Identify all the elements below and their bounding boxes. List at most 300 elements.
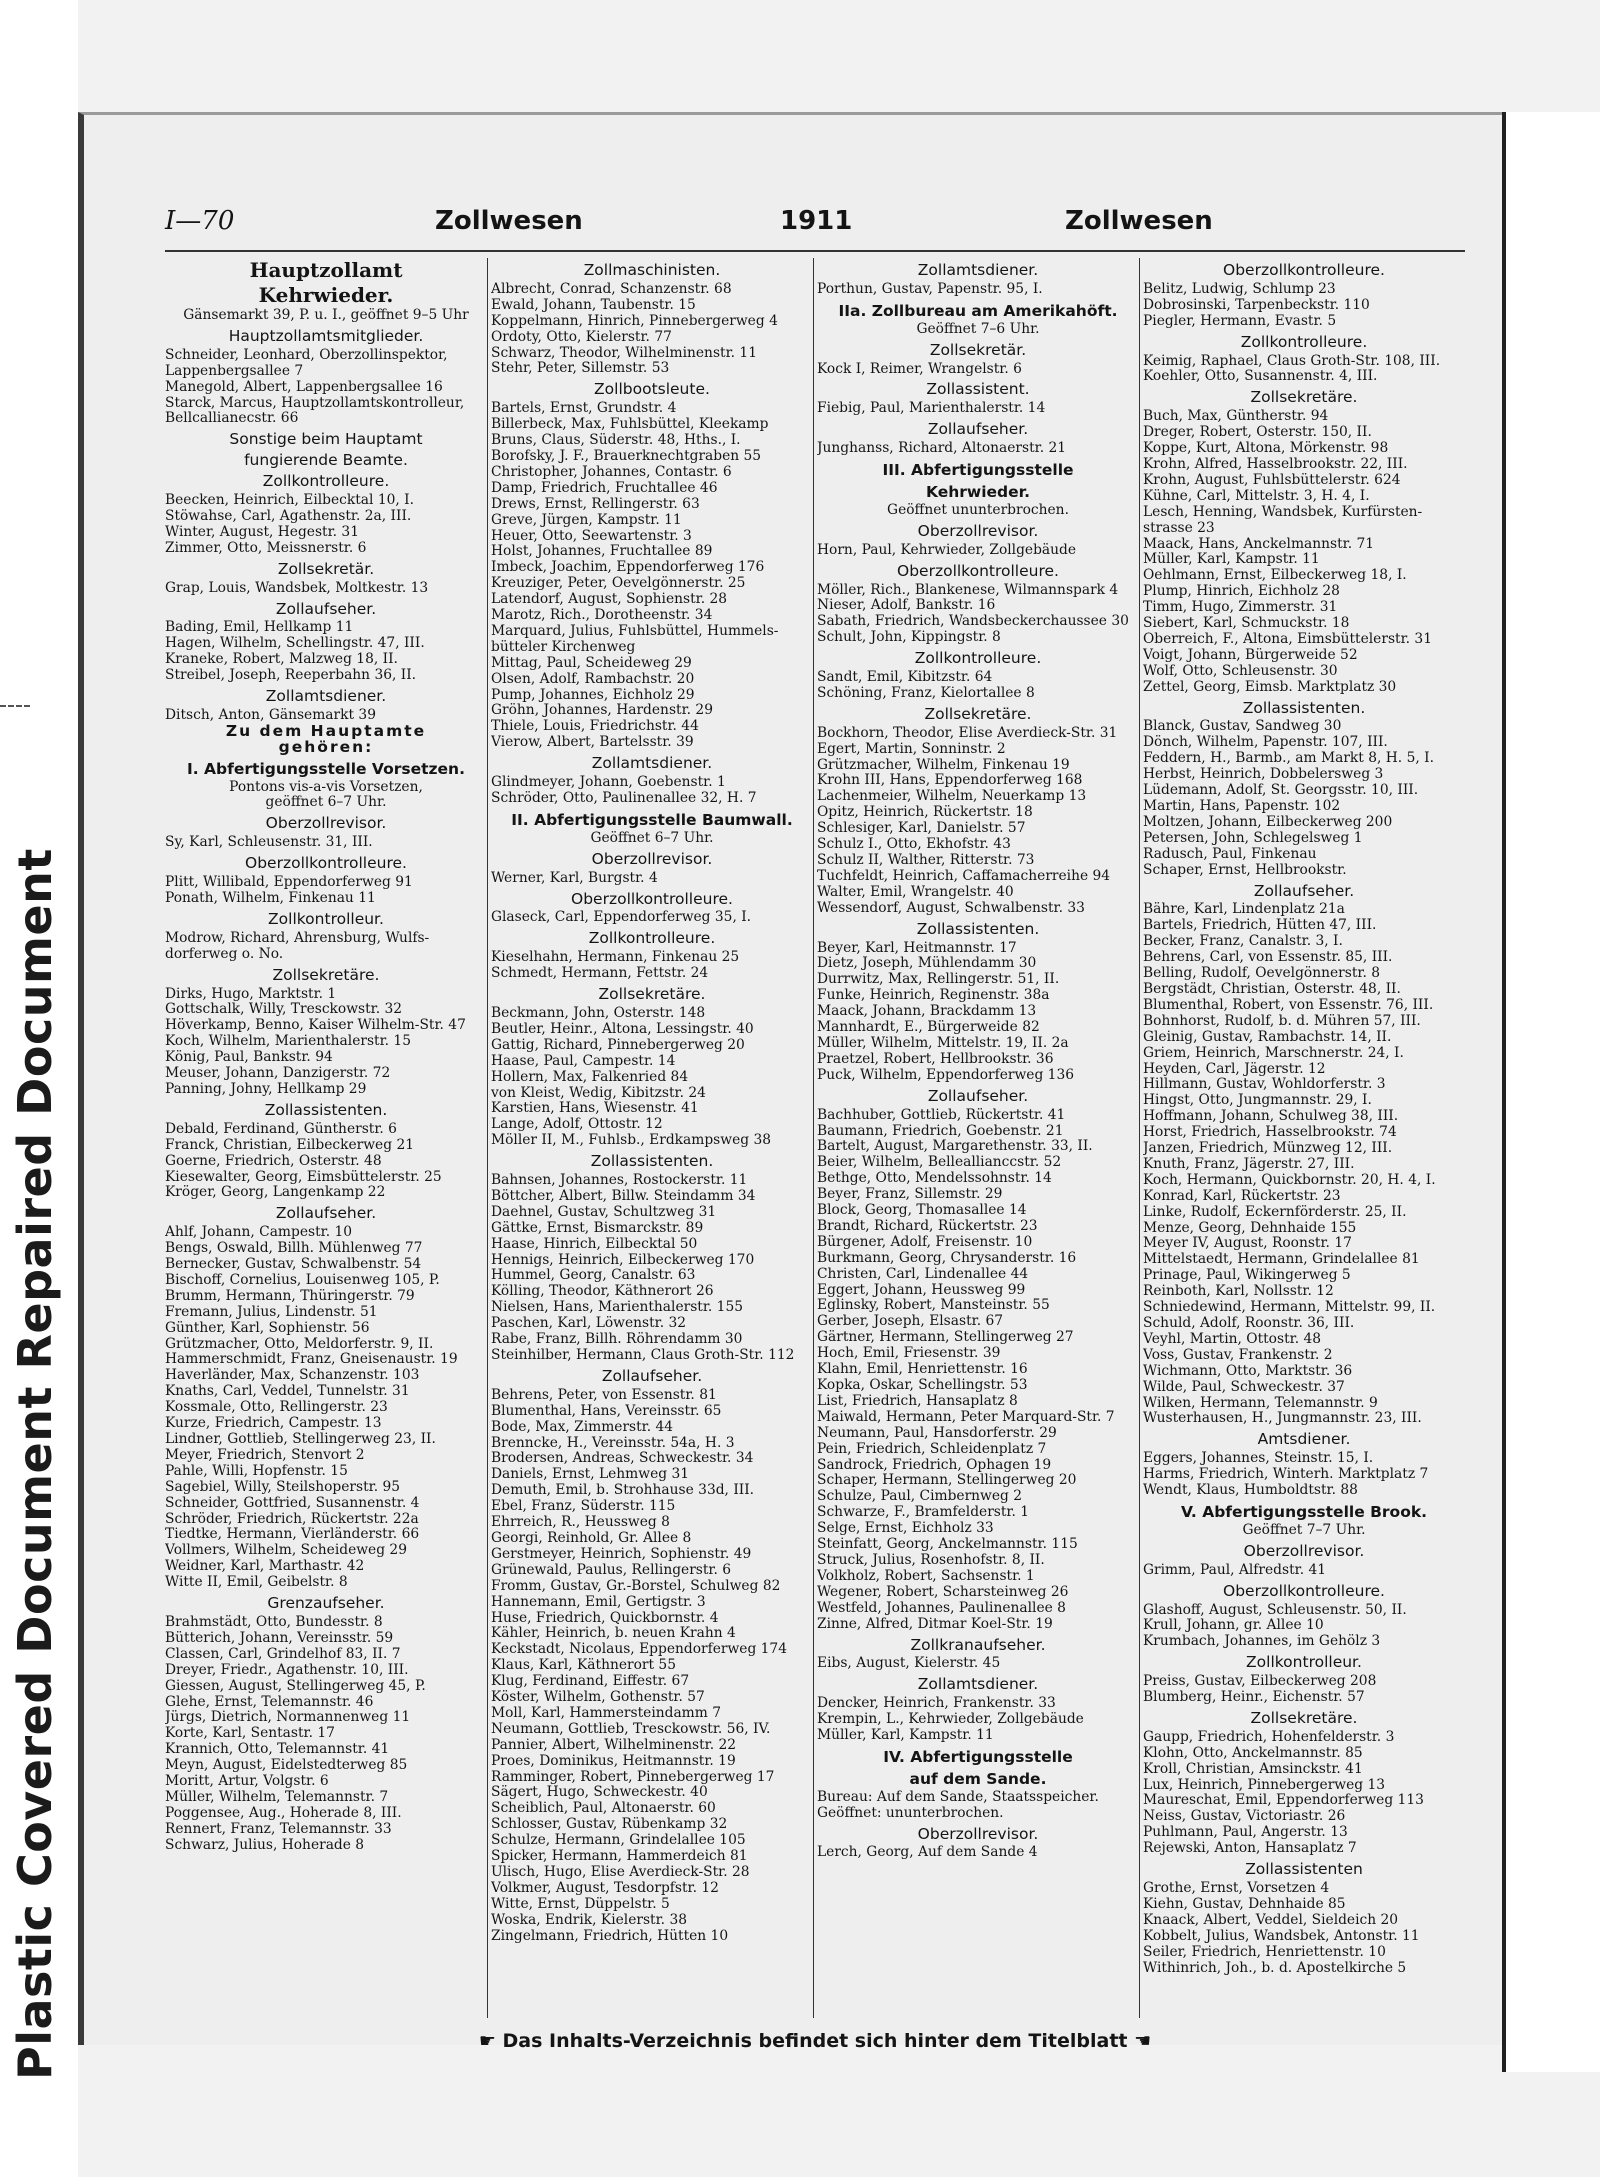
directory-entry: Classen, Carl, Grindelhof 83, II. 7: [165, 1646, 401, 1662]
section-heading: Zollaufseher.: [927, 1086, 1029, 1105]
directory-entry: Wilken, Hermann, Telemannstr. 9: [1143, 1395, 1378, 1411]
section-note: geöffnet 6–7 Uhr.: [265, 794, 387, 811]
directory-entry: Lux, Heinrich, Pinnebergerweg 13: [1143, 1777, 1386, 1793]
directory-entry: Glehe, Ernst, Telemannstr. 46: [165, 1694, 374, 1710]
section-heading: Zollsekretär.: [929, 340, 1027, 359]
section-heading: Zollsekretäre.: [1250, 1708, 1358, 1727]
directory-entry: Schaper, Hermann, Stellingerweg 20: [817, 1473, 1077, 1489]
directory-entry: Franck, Christian, Eilbeckerweg 21: [165, 1137, 414, 1153]
directory-entry: Kiesewalter, Georg, Eimsbüttelerstr. 25: [165, 1169, 442, 1185]
directory-entry: Zingelmann, Friedrich, Hütten 10: [491, 1928, 729, 1944]
column-4: [1143, 258, 1465, 2028]
column-divider: [487, 258, 488, 2018]
directory-entry: Funke, Heinrich, Reginenstr. 38a: [817, 988, 1050, 1004]
directory-entry: Sabath, Friedrich, Wandsbeckerchaussee 30: [817, 614, 1129, 630]
directory-entry: Bachhuber, Gottlieb, Rückertstr. 41: [817, 1107, 1066, 1123]
directory-entry: Oehlmann, Ernst, Eilbeckerweg 18, I.: [1143, 568, 1407, 584]
directory-entry: Praetzel, Robert, Hellbrookstr. 36: [817, 1051, 1054, 1067]
directory-entry: Pump, Johannes, Eichholz 29: [491, 687, 695, 703]
directory-entry: Rennert, Franz, Telemannstr. 33: [165, 1821, 392, 1837]
directory-entry: Krohn, August, Fuhlsbüttelerstr. 624: [1143, 472, 1401, 488]
directory-entry: Brahmstädt, Otto, Bundesstr. 8: [165, 1614, 383, 1630]
section-heading: fungierende Beamte.: [244, 451, 408, 470]
section-heading: Grenzaufseher.: [267, 1594, 385, 1613]
directory-entry: Fromm, Gustav, Gr.-Borstel, Schulweg 82: [491, 1578, 781, 1594]
directory-entry: Wessendorf, August, Schwalbenstr. 33: [817, 900, 1085, 916]
column-3: [817, 258, 1139, 2028]
directory-entry: Olsen, Adolf, Rambachstr. 20: [491, 671, 695, 687]
directory-entry: Ditsch, Anton, Gänsemarkt 39: [165, 707, 376, 723]
directory-entry: Stöwahse, Carl, Agathenstr. 2a, III.: [165, 508, 412, 524]
directory-entry: Haase, Paul, Campestr. 14: [491, 1053, 676, 1069]
section-heading: Zollassistenten.: [590, 1152, 714, 1171]
section-heading: Zollassistenten.: [264, 1100, 388, 1119]
directory-entry: Klohn, Otto, Anckelmannstr. 85: [1143, 1745, 1363, 1761]
directory-entry: Ordoty, Otto, Kielerstr. 77: [491, 329, 672, 345]
section-heading: Zollamtsdiener.: [917, 261, 1039, 279]
directory-entry: Koch, Hermann, Quickbornstr. 20, H. 4, I.: [1143, 1172, 1436, 1188]
directory-entry: Zinne, Alfred, Ditmar Koel-Str. 19: [817, 1616, 1053, 1632]
directory-entry: Gaupp, Friedrich, Hohenfelderstr. 3: [1143, 1729, 1395, 1745]
directory-entry: Bureau: Auf dem Sande, Staatsspeicher.: [817, 1789, 1099, 1805]
directory-entry: Maack, Hans, Anckelmannstr. 71: [1143, 536, 1375, 552]
directory-entry: Steinfatt, Georg, Anckelmannstr. 115: [817, 1537, 1078, 1553]
directory-entry: Knaack, Albert, Veddel, Sieldeich 20: [1143, 1912, 1399, 1928]
directory-entry: Schöning, Franz, Kielortallee 8: [817, 685, 1035, 701]
directory-entry: Knuth, Franz, Jägerstr. 27, III.: [1143, 1156, 1355, 1172]
directory-entry: Blumenthal, Hans, Vereinsstr. 65: [491, 1403, 722, 1419]
directory-entry: König, Paul, Bankstr. 94: [165, 1050, 333, 1066]
directory-entry: Krannich, Otto, Telemannstr. 41: [165, 1742, 390, 1758]
directory-entry: Bartels, Friedrich, Hütten 47, III.: [1143, 918, 1377, 934]
section-heading: Zollamtsdiener.: [265, 687, 387, 706]
section-heading: Zollassistent.: [926, 380, 1030, 399]
section-heading: Oberzollkontrolleure.: [897, 561, 1059, 580]
directory-entry: Petersen, John, Schlegelsweg 1: [1143, 830, 1363, 846]
directory-entry: Belling, Rudolf, Oevelgönnerstr. 8: [1143, 966, 1381, 982]
directory-entry: Koch, Wilhelm, Marienthalerstr. 15: [165, 1034, 411, 1050]
directory-entry: Horn, Paul, Kehrwieder, Zollgebäude: [817, 542, 1077, 558]
directory-entry: Beckmann, John, Osterstr. 148: [491, 1005, 706, 1021]
section-heading: Zollsekretäre.: [1250, 388, 1358, 407]
section-heading: Zollkontrolleure.: [1240, 332, 1368, 351]
directory-entry: Vollmers, Wilhelm, Scheideweg 29: [165, 1543, 407, 1559]
directory-entry: Christopher, Johannes, Contastr. 6: [491, 464, 732, 480]
directory-entry: Eibs, August, Kielerstr. 45: [817, 1656, 1001, 1672]
section-heading: Oberzollkontrolleure.: [245, 854, 407, 873]
directory-entry: Schmedt, Hermann, Fettstr. 24: [491, 966, 709, 982]
directory-entry: Meuser, Johann, Danzigerstr. 72: [165, 1066, 391, 1082]
directory-entry: Neiss, Gustav, Victoriastr. 26: [1143, 1809, 1346, 1825]
directory-entry: Dietz, Joseph, Mühlendamm 30: [817, 956, 1037, 972]
directory-entry: Schlosser, Gustav, Rübenkamp 32: [491, 1817, 728, 1833]
directory-entry: Hollern, Max, Falkenried 84: [491, 1069, 689, 1085]
directory-entry: Keckstadt, Nicolaus, Eppendorferweg 174: [491, 1642, 787, 1658]
directory-entry: Krohn, Alfred, Hasselbrookstr. 22, III.: [1143, 456, 1408, 472]
directory-entry: Brodersen, Andreas, Schweckestr. 34: [491, 1451, 754, 1467]
directory-entry: Heuer, Otto, Seewartenstr. 3: [491, 528, 692, 544]
directory-entry: Müller, Wilhelm, Telemannstr. 7: [165, 1789, 389, 1805]
directory-entry: Zettel, Georg, Eimsb. Marktplatz 30: [1143, 679, 1397, 695]
directory-entry: Bengs, Oswald, Billh. Mühlenweg 77: [165, 1241, 423, 1257]
directory-entry: Nielsen, Hans, Marienthalerstr. 155: [491, 1300, 744, 1316]
section-heading: Kehrwieder.: [925, 482, 1030, 501]
directory-entry: Konrad, Karl, Rückertstr. 23: [1143, 1188, 1341, 1204]
section-heading: Zollsekretäre.: [598, 985, 706, 1004]
directory-entry: Bohnhorst, Rudolf, b. d. Mühren 57, III.: [1143, 1013, 1421, 1029]
directory-entry: Karstien, Hans, Wiesenstr. 41: [491, 1101, 699, 1117]
directory-entry: Pein, Friedrich, Schleidenplatz 7: [817, 1441, 1047, 1457]
directory-entry: Bruns, Claus, Süderstr. 48, Hths., I.: [491, 433, 741, 449]
directory-entry: Schulz II, Walther, Ritterstr. 73: [817, 853, 1035, 868]
directory-entry: Höverkamp, Benno, Kaiser Wilhelm-Str. 47: [165, 1018, 466, 1034]
directory-entry: Steinhilber, Hermann, Claus Groth-Str. 112: [491, 1348, 795, 1363]
section-heading: IIa. Zollbureau am Amerikahöft.: [838, 301, 1118, 320]
directory-entry: Poggensee, Aug., Hoherade 8, III.: [165, 1805, 402, 1821]
directory-entry: Bartels, Ernst, Grundstr. 4: [491, 401, 677, 417]
directory-entry: Winter, August, Hegestr. 31: [165, 524, 359, 540]
directory-entry: Damp, Friedrich, Fruchtallee 46: [491, 480, 718, 496]
directory-entry: Vierow, Albert, Bartelsstr. 39: [491, 735, 694, 751]
section-heading: III. Abfertigungsstelle: [882, 461, 1074, 480]
directory-entry: Schulze, Paul, Cimbernweg 2: [817, 1489, 1023, 1505]
section-heading: Zollkontrolleure.: [588, 929, 716, 948]
column-divider: [1139, 258, 1140, 2018]
directory-entry: Schult, John, Kippingstr. 8: [817, 630, 1001, 646]
directory-entry: Werner, Karl, Burgstr. 4: [491, 870, 658, 886]
directory-entry: Klug, Ferdinand, Eiffestr. 67: [491, 1674, 690, 1690]
directory-entry: Wilde, Paul, Schweckestr. 37: [1143, 1379, 1345, 1395]
directory-entry: Veyhl, Martin, Ottostr. 48: [1143, 1331, 1322, 1347]
directory-entry: Zimmer, Otto, Meissnerstr. 6: [165, 540, 367, 556]
directory-entry: Kähler, Heinrich, b. neuen Krahn 4: [491, 1626, 736, 1642]
section-heading: Zollaufseher.: [275, 1204, 377, 1223]
directory-entry: Modrow, Richard, Ahrensburg, Wulfs-: [165, 930, 430, 946]
directory-entry: Klahn, Emil, Henriettenstr. 16: [817, 1362, 1028, 1378]
directory-entry: Böttcher, Albert, Billw. Steindamm 34: [491, 1188, 756, 1204]
directory-entry: Menze, Georg, Dehnhaide 155: [1143, 1220, 1357, 1236]
footer-note: ☛ Das Inhalts-Verzeichnis befindet sich hinter dem Titelblatt ☚: [478, 2030, 1152, 2052]
directory-entry: Günther, Karl, Sophienstr. 56: [165, 1320, 370, 1336]
directory-entry: Brandt, Richard, Rückertstr. 23: [817, 1218, 1038, 1234]
directory-entry: Lindner, Gottlieb, Stellingerweg 23, II.: [165, 1432, 436, 1447]
directory-entry: Kroll, Christian, Amsinckstr. 41: [1143, 1761, 1363, 1777]
directory-entry: dorferweg o. No.: [165, 946, 284, 962]
section-heading: Oberzollrevisor.: [591, 849, 713, 868]
directory-entry: Krempin, L., Kehrwieder, Zollgebäude: [817, 1712, 1084, 1728]
directory-entry: Daehnel, Gustav, Schultzweg 31: [491, 1204, 717, 1220]
directory-entry: Ahlf, Johann, Campestr. 10: [165, 1225, 353, 1241]
directory-entry: Bähre, Karl, Lindenplatz 21a: [1143, 902, 1345, 918]
directory-entry: Becker, Franz, Canalstr. 3, I.: [1143, 934, 1343, 950]
directory-entry: Beyer, Franz, Sillemstr. 29: [817, 1187, 1003, 1203]
directory-entry: Neumann, Paul, Hansdorferstr. 29: [817, 1425, 1057, 1441]
section-heading: Zu dem Hauptamte: [225, 721, 427, 740]
directory-entry: Kock I, Reimer, Wrangelstr. 6: [817, 361, 1022, 377]
directory-entry: Maack, Johann, Brackdamm 13: [817, 1004, 1037, 1020]
directory-entry: Ehrreich, R., Heussweg 8: [491, 1515, 670, 1531]
directory-entry: Ulisch, Hugo, Elise Averdieck-Str. 28: [491, 1865, 750, 1880]
directory-entry: Bischoff, Cornelius, Louisenweg 105, P.: [165, 1272, 440, 1288]
section-heading: Zollassistenten.: [1242, 698, 1366, 717]
directory-entry: Ebel, Franz, Süderstr. 115: [491, 1499, 676, 1515]
directory-entry: Withinrich, Joh., b. d. Apostelkirche 5: [1143, 1960, 1407, 1976]
directory-entry: Walter, Emil, Wrangelstr. 40: [817, 884, 1014, 900]
directory-entry: Wusterhausen, H., Jungmannstr. 23, III.: [1143, 1411, 1422, 1427]
directory-entry: Opitz, Heinrich, Rückertstr. 18: [817, 805, 1033, 821]
directory-entry: Bethge, Otto, Mendelssohnstr. 14: [817, 1171, 1052, 1187]
directory-entry: Belitz, Ludwig, Schlump 23: [1143, 281, 1336, 297]
section-heading: Oberzollrevisor.: [917, 1824, 1039, 1843]
next-page-edge: [1502, 112, 1600, 2072]
directory-entry: Geöffnet: ununterbrochen.: [817, 1805, 1004, 1821]
section-note: Gänsemarkt 39, P. u. I., geöffnet 9–5 Uhr: [183, 307, 469, 323]
section-heading: Kehrwieder.: [258, 283, 394, 307]
directory-entry: Latendorf, August, Sophienstr. 28: [491, 592, 728, 608]
directory-entry: Manegold, Albert, Lappenbergsallee 16: [165, 379, 443, 395]
directory-entry: Griem, Heinrich, Marschnerstr. 24, I.: [1143, 1045, 1404, 1061]
directory-entry: Ramminger, Robert, Pinnebergerweg 17: [491, 1769, 775, 1785]
directory-entry: Rabe, Franz, Billh. Röhrendamm 30: [491, 1332, 743, 1348]
directory-entry: Sagebiel, Willy, Steilshoperstr. 95: [165, 1479, 401, 1495]
directory-entry: Westfeld, Johannes, Paulinenallee 8: [817, 1600, 1066, 1616]
section-heading: Zollaufseher.: [601, 1366, 703, 1385]
directory-entry: Maiwald, Hermann, Peter Marquard-Str. 7: [817, 1409, 1115, 1425]
section-heading: Zollassistenten.: [916, 919, 1040, 938]
directory-entry: Wichmann, Otto, Marktstr. 36: [1143, 1363, 1353, 1379]
directory-entry: Rejewski, Anton, Hansaplatz 7: [1143, 1841, 1357, 1857]
directory-entry: Piegler, Hermann, Evastr. 5: [1143, 313, 1337, 329]
directory-entry: Bading, Emil, Hellkamp 11: [165, 620, 354, 636]
directory-entry: Mannhardt, E., Bürgerweide 82: [817, 1020, 1040, 1036]
section-heading: Zollaufseher.: [927, 420, 1029, 439]
directory-entry: Dobrosinski, Tarpenbeckstr. 110: [1143, 297, 1370, 313]
directory-entry: Eglinsky, Robert, Mansteinstr. 55: [817, 1298, 1050, 1314]
directory-entry: Mittag, Paul, Scheideweg 29: [491, 655, 692, 671]
directory-entry: Panning, Johny, Hellkamp 29: [165, 1081, 367, 1097]
directory-entry: Demuth, Emil, b. Strohhause 33d, III.: [491, 1483, 755, 1499]
directory-entry: Georgi, Reinhold, Gr. Allee 8: [491, 1530, 692, 1546]
section-heading: auf dem Sande.: [909, 1769, 1047, 1788]
header-year: 1911: [780, 206, 853, 236]
directory-entry: Glashoff, August, Schleusenstr. 50, II.: [1143, 1602, 1407, 1618]
directory-entry: Dencker, Heinrich, Frankenstr. 33: [817, 1696, 1056, 1712]
directory-entry: Tiedtke, Hermann, Vierländerstr. 66: [165, 1527, 420, 1543]
directory-entry: Schwarz, Theodor, Wilhelminenstr. 11: [491, 345, 757, 361]
directory-entry: Porthun, Gustav, Papenstr. 95, I.: [817, 281, 1043, 297]
header-title-left: Zollwesen: [435, 206, 583, 236]
directory-entry: Koppe, Kurt, Altona, Mörkenstr. 98: [1143, 441, 1389, 457]
directory-entry: Bernecker, Gustav, Schwalbenstr. 54: [165, 1257, 422, 1273]
directory-entry: Radusch, Paul, Finkenau: [1143, 846, 1317, 862]
directory-entry: Stehr, Peter, Sillemstr. 53: [491, 361, 670, 377]
directory-entry: Kölling, Theodor, Käthnerort 26: [491, 1284, 714, 1300]
directory-entry: Müller, Wilhelm, Mittelstr. 19, II. 2a: [817, 1035, 1069, 1051]
directory-entry: Voss, Gustav, Frankenstr. 2: [1143, 1347, 1333, 1363]
directory-entry: Schwarze, F., Bramfelderstr. 1: [817, 1505, 1030, 1521]
directory-entry: Janzen, Friedrich, Münzweg 12, III.: [1143, 1141, 1393, 1157]
directory-entry: Schniedewind, Hermann, Mittelstr. 99, II.: [1143, 1300, 1436, 1316]
section-heading: Zollaufseher.: [275, 599, 377, 618]
directory-entry: Hannemann, Emil, Gertigstr. 3: [491, 1594, 706, 1610]
directory-entry: Sy, Karl, Schleusenstr. 31, III.: [165, 835, 373, 851]
directory-entry: Haase, Hinrich, Eilbecktal 50: [491, 1236, 698, 1252]
section-heading: Sonstige beim Hauptamt: [229, 430, 423, 449]
directory-entry: Lüdemann, Adolf, St. Georgsstr. 10, III.: [1143, 783, 1419, 799]
directory-entry: Siebert, Karl, Schmuckstr. 18: [1143, 616, 1350, 632]
directory-entry: Möller, Rich., Blankenese, Wilmannspark 4: [817, 582, 1119, 598]
directory-entry: Kröger, Georg, Langenkamp 22: [165, 1185, 386, 1201]
directory-entry: Nieser, Adolf, Bankstr. 16: [817, 598, 996, 614]
directory-entry: Preiss, Gustav, Eilbeckerweg 208: [1143, 1674, 1377, 1690]
section-heading: Zollsekretäre.: [924, 704, 1032, 723]
directory-entry: Holst, Johannes, Fruchtallee 89: [491, 544, 713, 560]
directory-entry: Drews, Ernst, Rellingerstr. 63: [491, 496, 700, 512]
directory-entry: Grap, Louis, Wandsbek, Moltkestr. 13: [165, 580, 429, 596]
directory-entry: Schlesiger, Karl, Danielstr. 57: [817, 821, 1026, 837]
directory-entry: Grützmacher, Wilhelm, Finkenau 19: [817, 757, 1070, 773]
directory-entry: Sandt, Emil, Kibitzstr. 64: [817, 670, 993, 686]
directory-entry: Selge, Ernst, Eichholz 33: [817, 1521, 994, 1537]
section-heading: gehören:: [278, 737, 374, 756]
directory-entry: Hagen, Wilhelm, Schellingstr. 47, III.: [165, 636, 425, 652]
directory-entry: Block, Georg, Thomasallee 14: [817, 1203, 1027, 1219]
directory-entry: Beier, Wilhelm, Belleallianccstr. 52: [817, 1155, 1062, 1171]
section-note: Geöffnet ununterbrochen.: [887, 501, 1069, 518]
directory-entry: Kurze, Friedrich, Campestr. 13: [165, 1416, 382, 1432]
directory-entry: Dreger, Robert, Osterstr. 150, II.: [1143, 425, 1372, 441]
directory-entry: Plump, Hinrich, Eichholz 28: [1143, 584, 1340, 600]
directory-entry: Gärtner, Hermann, Stellingerweg 27: [817, 1330, 1074, 1346]
directory-entry: Albrecht, Conrad, Schanzenstr. 68: [491, 281, 732, 297]
directory-entry: Sandrock, Friedrich, Ophagen 19: [817, 1457, 1052, 1473]
directory-entry: Schröder, Otto, Paulinenallee 32, H. 7: [491, 791, 757, 806]
directory-entry: Krull, Johann, gr. Allee 10: [1143, 1618, 1324, 1634]
directory-entry: Pannier, Albert, Wilhelminenstr. 22: [491, 1737, 737, 1753]
section-heading: Oberzollrevisor.: [917, 521, 1039, 540]
directory-entry: Hummel, Georg, Canalstr. 63: [491, 1268, 696, 1284]
directory-entry: Buch, Max, Güntherstr. 94: [1143, 409, 1329, 425]
directory-entry: Gleinig, Gustav, Rambachstr. 14, II.: [1143, 1029, 1392, 1045]
directory-entry: Schneider, Gottfried, Susannenstr. 4: [165, 1495, 420, 1511]
directory-entry: Prinage, Paul, Wikingerweg 5: [1143, 1268, 1351, 1284]
directory-entry: Krumbach, Johannes, im Gehölz 3: [1143, 1634, 1381, 1650]
directory-entry: Ewald, Johann, Taubenstr. 15: [491, 297, 696, 313]
directory-entry: Thiele, Louis, Friedrichstr. 44: [491, 719, 699, 735]
directory-entry: Brumm, Hermann, Thüringerstr. 79: [165, 1288, 415, 1304]
directory-entry: Lerch, Georg, Auf dem Sande 4: [817, 1845, 1038, 1861]
section-heading: Zollkontrolleur.: [1246, 1653, 1362, 1672]
page-number: I—70: [165, 206, 235, 236]
section-heading: Zollkranaufseher.: [910, 1635, 1046, 1654]
directory-entry: Koppelmann, Hinrich, Pinnebergerweg 4: [491, 313, 778, 329]
section-heading: Hauptzollamtsmitglieder.: [228, 326, 424, 345]
section-heading: Zollamtsdiener.: [917, 1675, 1039, 1694]
header-title-right: Zollwesen: [1065, 206, 1213, 236]
directory-entry: Kiehn, Gustav, Dehnhaide 85: [1143, 1896, 1346, 1912]
directory-entry: Daniels, Ernst, Lehmweg 31: [491, 1467, 690, 1483]
section-heading: Oberzollrevisor.: [1243, 1541, 1365, 1560]
section-heading: Zollsekretär.: [277, 559, 375, 578]
section-note: Geöffnet 6–7 Uhr.: [590, 829, 714, 846]
directory-entry: Neumann, Gottlieb, Tresckowstr. 56, IV.: [491, 1721, 771, 1737]
directory-entry: Meyn, August, Eidelstedterweg 85: [165, 1758, 408, 1774]
directory-entry: Martin, Hans, Papenstr. 102: [1143, 799, 1341, 814]
directory-entry: Witte, Ernst, Düppelstr. 5: [491, 1896, 670, 1912]
directory-entry: Korte, Karl, Sentastr. 17: [165, 1726, 335, 1742]
header-rule: [165, 250, 1465, 252]
column-1: [165, 258, 487, 2028]
page-header: [165, 200, 1465, 248]
directory-entry: Weidner, Karl, Marthastr. 42: [165, 1559, 365, 1575]
directory-entry: Kreuziger, Peter, Oevelgönnerstr. 25: [491, 576, 746, 592]
directory-entry: Schulz I., Otto, Ekhofstr. 43: [817, 837, 1011, 853]
directory-entry: Moritt, Artur, Volgstr. 6: [165, 1774, 329, 1790]
section-heading: Oberzollkontrolleure.: [1223, 1581, 1385, 1600]
section-heading: Oberzollkontrolleure.: [571, 889, 733, 908]
side-label: Plastic Covered Document Repaired Document: [8, 848, 62, 2080]
section-heading: II. Abfertigungsstelle Baumwall.: [511, 810, 793, 829]
directory-entry: Keimig, Raphael, Claus Groth-Str. 108, III.: [1143, 353, 1441, 369]
directory-entry: Borofsky, J. F., Brauerknechtgraben 55: [491, 448, 762, 464]
directory-entry: Kühne, Carl, Mittelstr. 3, H. 4, I.: [1143, 488, 1370, 504]
directory-entry: Giessen, August, Stellingerweg 45, P.: [165, 1678, 426, 1694]
directory-entry: Hillmann, Gustav, Wohldorferstr. 3: [1143, 1077, 1386, 1093]
directory-entry: Gerstmeyer, Heinrich, Sophienstr. 49: [491, 1546, 752, 1562]
section-heading: Amtsdiener.: [1257, 1430, 1351, 1449]
directory-entry: Dönch, Wilhelm, Papenstr. 107, III.: [1143, 735, 1388, 751]
directory-entry: Eggert, Johann, Heussweg 99: [817, 1282, 1026, 1298]
directory-entry: Bütterich, Johann, Vereinsstr. 59: [165, 1630, 394, 1646]
directory-entry: Streibel, Joseph, Reeperbahn 36, II.: [165, 668, 417, 684]
directory-entry: Glaseck, Carl, Eppendorferweg 35, I.: [491, 910, 752, 926]
directory-entry: Möller II, M., Fuhlsb., Erdkampsweg 38: [491, 1133, 772, 1149]
directory-entry: Haverländer, Max, Schanzenstr. 103: [165, 1368, 420, 1384]
directory-entry: Glindmeyer, Johann, Goebenstr. 1: [491, 775, 726, 791]
directory-entry: Meyer IV, August, Roonstr. 17: [1143, 1236, 1352, 1252]
directory-page: [165, 200, 1465, 2052]
directory-entry: Beyer, Karl, Heitmannstr. 17: [817, 940, 1017, 956]
directory-entry: Dirks, Hugo, Marktstr. 1: [165, 986, 337, 1002]
directory-entry: Lappenbergsallee 7: [165, 363, 304, 379]
directory-entry: Herbst, Heinrich, Dobbelersweg 3: [1143, 767, 1384, 783]
directory-entry: Struck, Julius, Rosenhofstr. 8, II.: [817, 1552, 1045, 1568]
directory-entry: Puck, Wilhelm, Eppendorferweg 136: [817, 1067, 1075, 1083]
directory-entry: Reinboth, Karl, Nollsstr. 12: [1143, 1284, 1334, 1300]
section-note: Geöffnet 7–7 Uhr.: [1242, 1521, 1366, 1538]
directory-entry: Fremann, Julius, Lindenstr. 51: [165, 1304, 378, 1320]
directory-entry: Marotz, Rich., Dorotheenstr. 34: [491, 608, 713, 624]
directory-entry: Goerne, Friedrich, Osterstr. 48: [165, 1153, 382, 1169]
directory-entry: Grimm, Paul, Alfredstr. 41: [1143, 1562, 1327, 1578]
section-heading: Zollsekretäre.: [272, 965, 380, 984]
directory-entry: strasse 23: [1143, 520, 1215, 536]
directory-entry: Christen, Carl, Lindenallee 44: [817, 1266, 1029, 1282]
directory-entry: Schulze, Hermann, Grindelallee 105: [491, 1833, 746, 1849]
directory-entry: Bode, Max, Zimmerstr. 44: [491, 1419, 674, 1435]
directory-entry: Gerber, Joseph, Elsastr. 67: [817, 1314, 1004, 1330]
directory-entry: Tuchfeldt, Heinrich, Caffamacherreihe 94: [817, 868, 1111, 884]
directory-entry: Volkholz, Robert, Sachsenstr. 1: [817, 1568, 1035, 1584]
directory-entry: bütteler Kirchenweg: [491, 639, 636, 655]
directory-entry: Oberreich, F., Altona, Eimsbüttelerstr. 31: [1143, 631, 1432, 647]
directory-entry: Woska, Endrik, Kielerstr. 38: [491, 1912, 688, 1928]
directory-entry: Pahle, Willi, Hopfenstr. 15: [165, 1463, 348, 1479]
cut-mark: [0, 705, 30, 707]
directory-entry: Volkmer, August, Tesdorpfstr. 12: [491, 1880, 719, 1896]
directory-entry: Sägert, Hugo, Schweckestr. 40: [491, 1785, 708, 1801]
section-note: Geöffnet 7–6 Uhr.: [916, 320, 1040, 337]
